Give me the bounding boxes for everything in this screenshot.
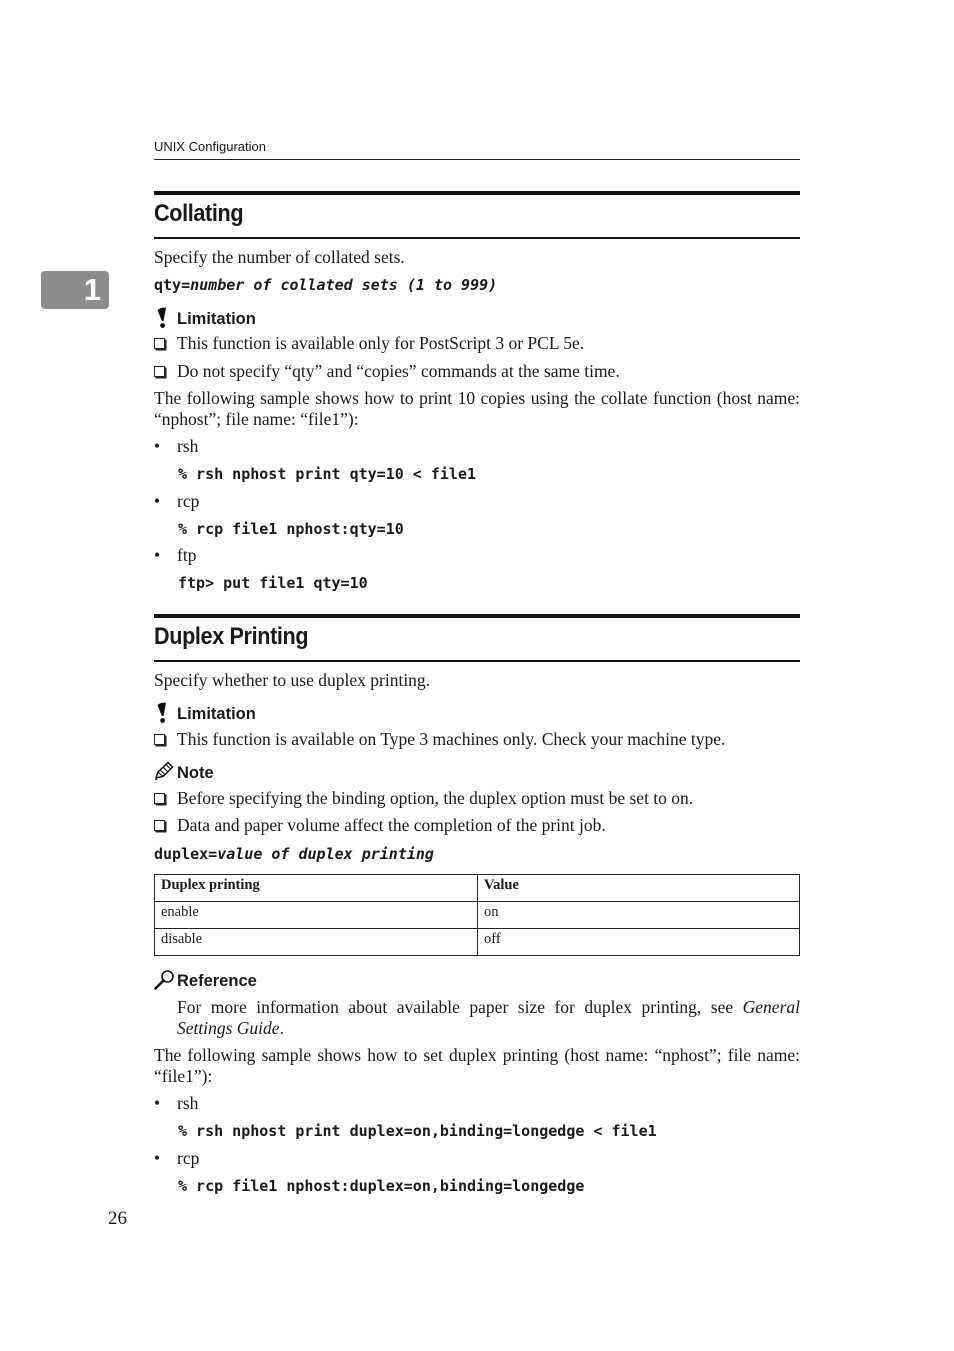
limitation-label: Limitation	[177, 310, 256, 328]
page-number: 26	[108, 1208, 127, 1229]
duplex-table	[154, 874, 800, 956]
syntax-value: number of collated sets (1 to 999)	[190, 276, 498, 294]
pencil-icon	[154, 761, 172, 783]
section-rule-bottom	[154, 237, 800, 239]
checkbox-icon	[154, 734, 165, 745]
checkbox-icon	[154, 338, 165, 349]
sample-command: ftp> put file1 qty=10	[178, 574, 368, 592]
table-row	[155, 929, 800, 956]
table-cell: disable	[155, 929, 478, 956]
exclamation-icon	[154, 307, 172, 329]
collating-syntax	[154, 276, 497, 294]
sample-command: % rcp file1 nphost:duplex=on,binding=longedge	[178, 1177, 585, 1195]
magnifier-icon	[154, 969, 172, 991]
table-row	[155, 902, 800, 929]
sample-method: • ftp	[154, 545, 197, 565]
sample-command: % rsh nphost print qty=10 < file1	[178, 465, 477, 483]
chapter-tab	[41, 271, 109, 309]
limitation-label: Limitation	[177, 705, 256, 723]
collating-sample-intro: The following sample shows how to print 10 copies using the collate function (host name: “nphost”; file name: “file1”):	[154, 388, 800, 429]
bullet-icon: •	[154, 1148, 161, 1168]
section-rule-bottom	[154, 660, 800, 662]
exclamation-icon	[154, 702, 172, 724]
table-cell: enable	[155, 902, 478, 929]
bullet-icon: •	[154, 545, 161, 565]
sample-method: • rsh	[154, 436, 199, 456]
sample-method: • rcp	[154, 491, 200, 511]
duplex-intro: Specify whether to use duplex printing.	[154, 670, 431, 690]
section-rule-top	[154, 191, 800, 195]
note-item: Data and paper volume affect the completion of the print job.	[154, 815, 606, 836]
bullet-icon: •	[154, 436, 161, 456]
reference-label: Reference	[177, 972, 257, 990]
table-cell: on	[478, 902, 800, 929]
section-rule-top	[154, 614, 800, 618]
duplex-syntax	[154, 845, 434, 863]
table-header-cell: Duplex printing	[155, 875, 478, 902]
bullet-icon: •	[154, 491, 161, 511]
sample-command: % rcp file1 nphost:qty=10	[178, 520, 404, 538]
note-label: Note	[177, 764, 214, 782]
note-item: Before specifying the binding option, the duplex option must be set to on.	[154, 788, 693, 809]
running-header: UNIX Configuration	[154, 139, 266, 154]
limitation-item: Do not specify “qty” and “copies” commands at the same time.	[154, 361, 620, 382]
collating-intro: Specify the number of collated sets.	[154, 247, 405, 267]
header-rule	[154, 159, 800, 160]
sample-method: • rsh	[154, 1093, 199, 1113]
duplex-sample-intro: The following sample shows how to set duplex printing (host name: “nphost”; file name: “file1”):	[154, 1045, 800, 1086]
limitation-item: This function is available on Type 3 machines only. Check your machine type.	[154, 729, 725, 750]
syntax-key: duplex=	[154, 845, 218, 863]
chapter-number: 1	[83, 272, 101, 307]
table-header-row	[155, 875, 800, 902]
syntax-key: qty=	[154, 276, 191, 294]
bullet-icon: •	[154, 1093, 161, 1113]
sample-command: % rsh nphost print duplex=on,binding=longedge < file1	[178, 1122, 657, 1140]
table-header-cell: Value	[478, 875, 800, 902]
table-cell: off	[478, 929, 800, 956]
section-title-duplex: Duplex Printing	[154, 623, 309, 650]
sample-method: • rcp	[154, 1148, 200, 1168]
reference-book-title: General Settings Guide	[177, 997, 800, 1038]
reference-text: For more information about available paper size for duplex printing, see General Settings Guide.	[177, 997, 800, 1038]
checkbox-icon	[154, 820, 165, 831]
checkbox-icon	[154, 793, 165, 804]
limitation-item: This function is available only for PostScript 3 or PCL 5e.	[154, 333, 584, 354]
checkbox-icon	[154, 366, 165, 377]
section-title-collating: Collating	[154, 200, 244, 227]
syntax-value: value of duplex printing	[217, 845, 434, 863]
